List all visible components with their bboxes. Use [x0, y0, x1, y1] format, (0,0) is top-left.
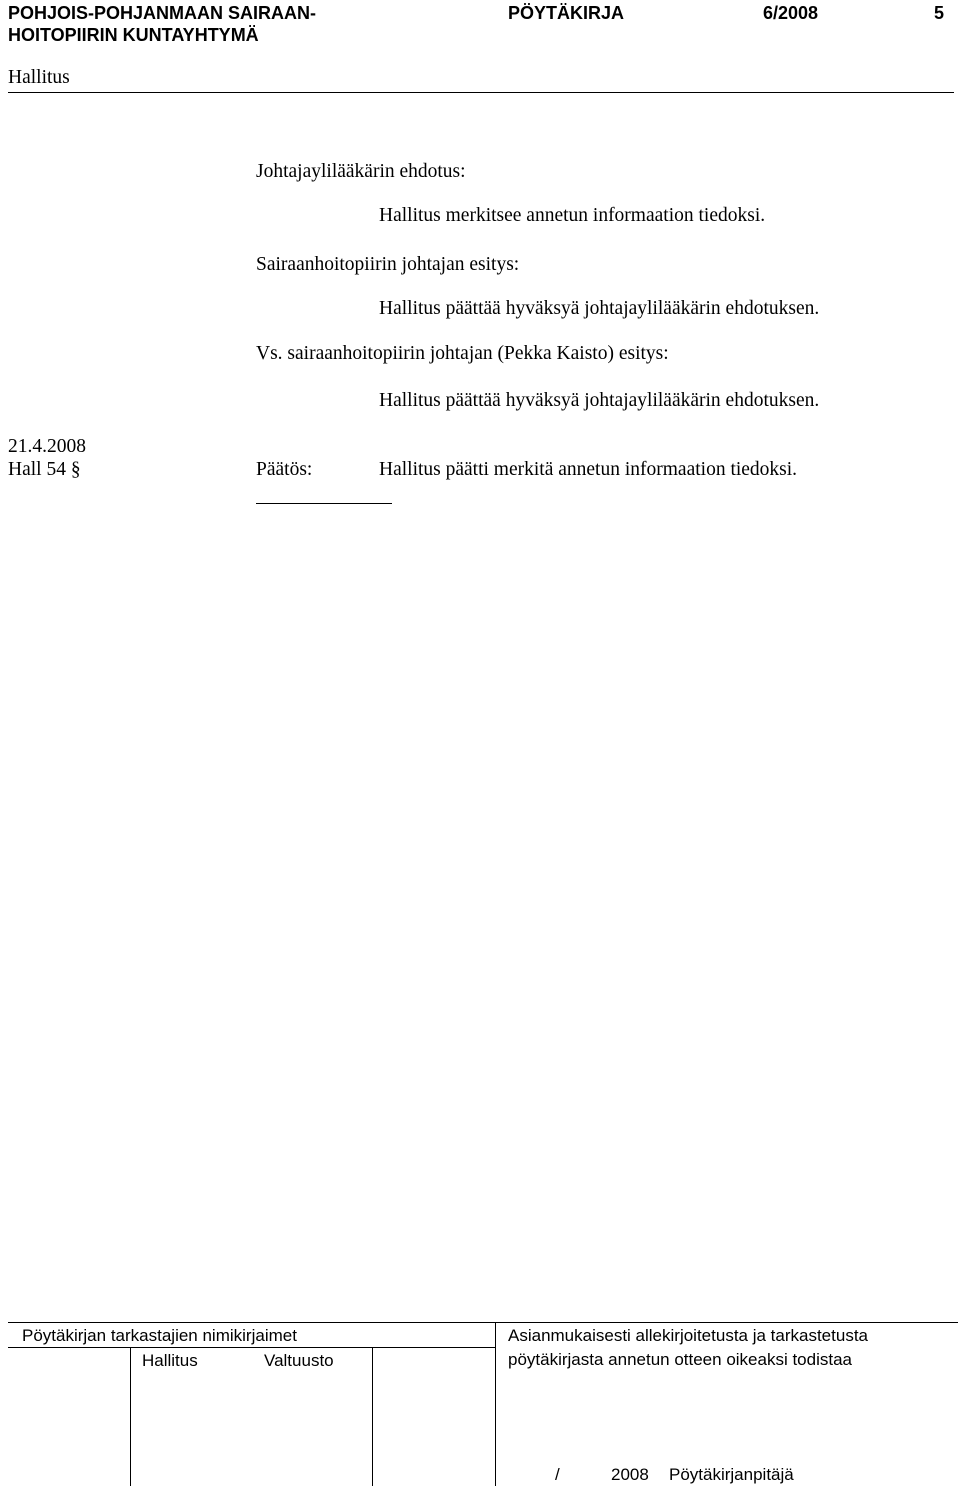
page-number: 5	[934, 3, 945, 23]
body-name: Hallitus	[8, 67, 70, 88]
decision-text: Hallitus päätti merkitä annetun informaation tiedoksi.	[379, 459, 798, 480]
certification-line2: pöytäkirjasta annetun otteen oikeaksi todistaa	[508, 1350, 853, 1369]
signer-role: Pöytäkirjanpitäjä	[669, 1465, 794, 1484]
certification-line1: Asianmukaisesti allekirjoitetusta ja tarkastetusta	[508, 1326, 868, 1345]
footer-center-divider	[495, 1322, 496, 1486]
initials-title: Pöytäkirjan tarkastajien nimikirjaimet	[22, 1326, 297, 1345]
initials-col-valtuusto: Valtuusto	[264, 1351, 334, 1370]
proposal1-label: Johtajaylilääkärin ehdotus:	[256, 161, 466, 182]
section-ref: Hall 54 §	[8, 459, 81, 480]
org-name-line1: POHJOIS-POHJANMAAN SAIRAAN-	[8, 3, 317, 23]
org-name-line2: HOITOPIIRIN KUNTAYHTYMÄ	[8, 25, 259, 45]
footer-left-header-rule	[8, 1347, 495, 1348]
proposal3-label: Vs. sairaanhoitopiirin johtajan (Pekka Kaisto) esitys:	[256, 343, 669, 364]
footer-top-rule	[8, 1322, 958, 1323]
doc-number: 6/2008	[763, 3, 819, 23]
header-rule	[8, 92, 954, 93]
proposal1-text: Hallitus merkitsee annetun informaation tiedoksi.	[379, 205, 766, 226]
footer-col-divider-1	[130, 1347, 131, 1486]
signature-date-slash: /	[555, 1465, 560, 1484]
proposal2-label: Sairaanhoitopiirin johtajan esitys:	[256, 254, 520, 275]
footer-col-divider-2	[372, 1347, 373, 1486]
signature-date-year: 2008	[611, 1465, 649, 1484]
meeting-date: 21.4.2008	[8, 436, 86, 457]
initials-col-hallitus: Hallitus	[142, 1351, 198, 1370]
proposal2-text: Hallitus päättää hyväksyä johtajaylilääkärin ehdotuksen.	[379, 298, 820, 319]
end-rule	[256, 503, 392, 504]
proposal3-text: Hallitus päättää hyväksyä johtajaylilääkärin ehdotuksen.	[379, 390, 820, 411]
decision-label: Päätös:	[256, 459, 313, 480]
doc-type: PÖYTÄKIRJA	[508, 3, 625, 23]
